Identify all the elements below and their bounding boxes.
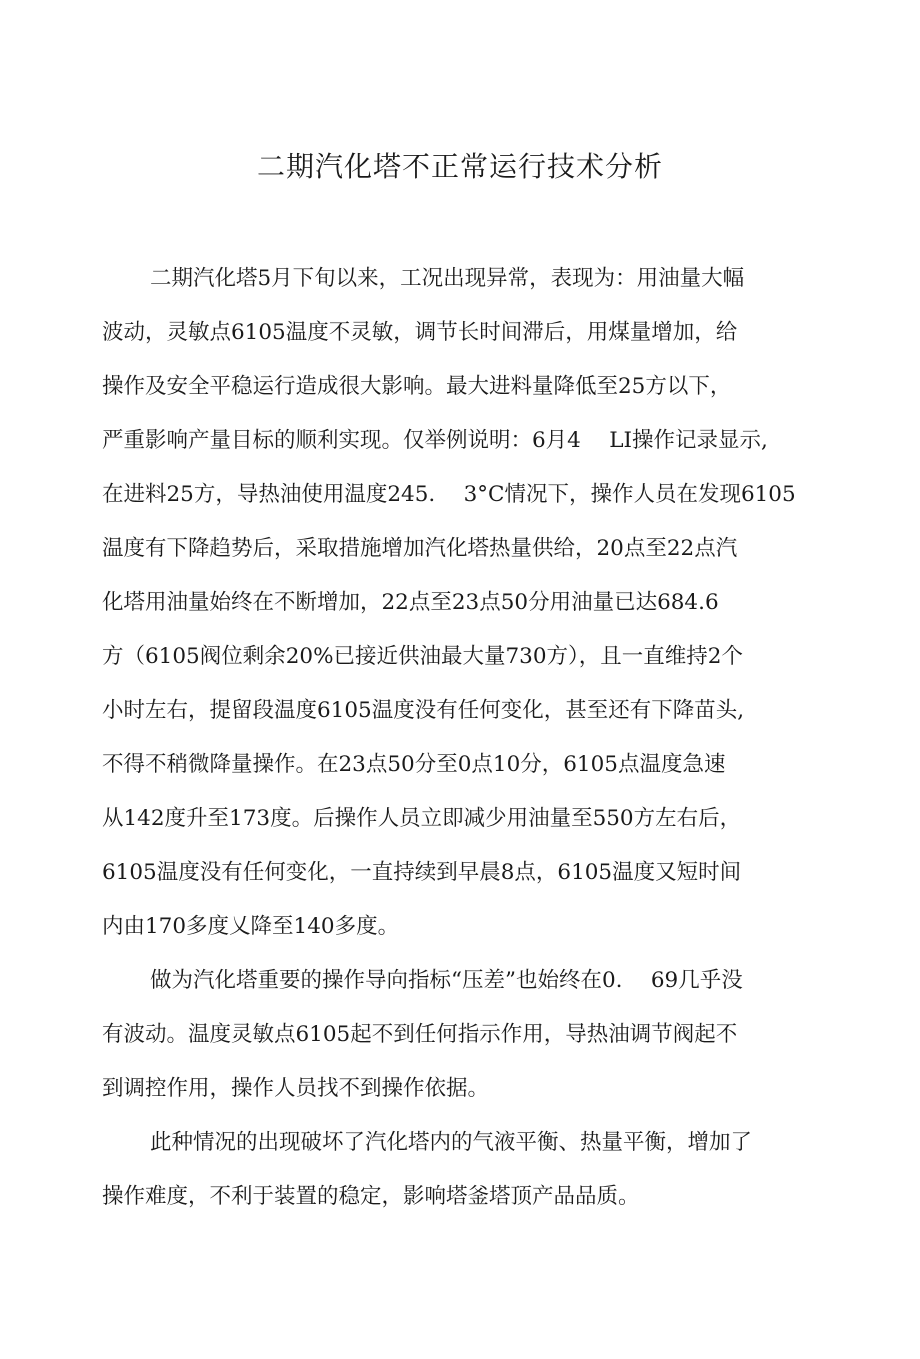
paragraph-1-line-11: 从142度升至173度。后操作人员立即减少用油量至550方左右后， [102,806,742,831]
paragraph-1-line-8: 方（6105阀位剩余20%已接近供油最大量730方），且一直维持2个 [102,644,743,669]
paragraph-1-line-7: 化塔用油量始终在不断增加，22点至23点50分用油量已达684.6 [102,590,719,615]
document-title: 二期汽化塔不正常运行技术分析 [256,150,663,183]
paragraph-2-line-3: 到调控作用，操作人员找不到操作依据。 [102,1076,490,1101]
paragraph-1-line-4: 严重影响产量目标的顺利实现。仅举例说明：6月4 LI操作记录显示, [102,428,768,453]
paragraph-1-line-10: 不得不稍微降量操作。在23点50分至0点10分，6105点温度急速 [102,752,726,777]
paragraph-2-line-2: 有波动。温度灵敏点6105起不到任何指示作用，导热油调节阀起不 [102,1022,738,1047]
paragraph-1-line-5: 在进料25方，导热油使用温度245. 3°C情况下，操作人员在发现6105 [102,482,796,507]
paragraph-1-line-6: 温度有下降趋势后，采取措施增加汽化塔热量供给，20点至22点汽 [102,536,738,561]
paragraph-1-line-9: 小时左右，提留段温度6105温度没有任何变化，甚至还有下降苗头, [102,698,745,723]
paragraph-3-line-2: 操作难度，不利于装置的稳定，影响塔釜塔顶产品品质。 [102,1184,640,1209]
paragraph-2-line-1: 做为汽化塔重要的操作导向指标“压差”也始终在0. 69几乎没 [150,968,743,993]
paragraph-1-line-13: 内由170多度乂降至140多度。 [102,914,400,939]
paragraph-3-line-1: 此种情况的出现破坏了汽化塔内的气液平衡、热量平衡，增加了 [150,1130,753,1155]
paragraph-1-line-1: 二期汽化塔5月下旬以来，工况出现异常，表现为：用油量大幅 [150,266,745,291]
paragraph-1-line-12: 6105温度没有任何变化，一直持续到早晨8点，6105温度又短时间 [102,860,742,885]
paragraph-1-line-2: 波动，灵敏点6105温度不灵敏，调节长时间滞后，用煤量增加，给 [102,320,738,345]
paragraph-1-line-3: 操作及安全平稳运行造成很大影响。最大进料量降低至25方以下， [102,374,732,399]
